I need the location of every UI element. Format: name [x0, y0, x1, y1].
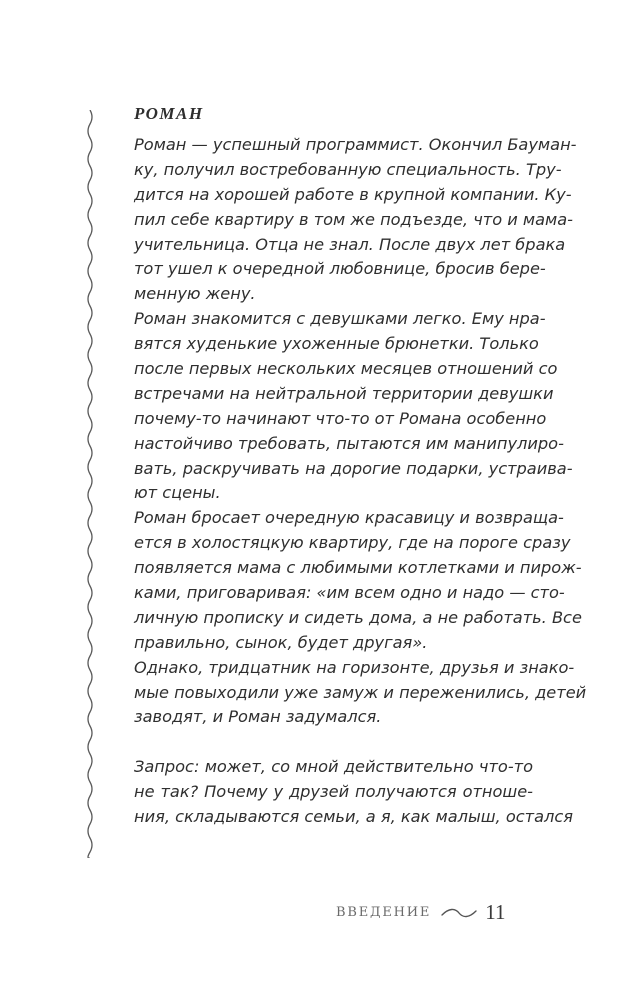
text-line: менную жену.: [134, 284, 256, 304]
text-line: заводят, и Роман задумался.: [134, 707, 382, 727]
text-line: после первых нескольких месяцев отношений со: [134, 359, 558, 379]
text-line: почему-то начинают что-то от Романа особенно: [134, 408, 547, 428]
paragraph-spacer: [134, 730, 533, 755]
text-line: ками, приговаривая: «им всем одно и надо — сто-: [134, 583, 565, 603]
text-line: появляется мама с любимыми котлетками и пирож-: [134, 558, 582, 578]
page-footer: [336, 900, 505, 925]
section-heading: РОМАН: [134, 104, 204, 123]
text-line: ется в холостяцкую квартиру, где на пороге сразу: [134, 533, 571, 553]
swash-ornament-icon: [441, 907, 477, 919]
text-line: вать, раскручивать на дорогие подарки, устраива-: [134, 458, 573, 478]
text-line: Роман бросает очередную красавицу и возвраща-: [134, 508, 564, 528]
text-line: Роман знакомится с девушками легко. Ему нра-: [134, 309, 546, 329]
text-line: тот ушел к очередной любовнице, бросив бере-: [134, 259, 546, 279]
text-line: вятся худенькие ухоженные брюнетки. Только: [134, 334, 539, 354]
decorative-wavy-border: [82, 110, 98, 858]
text-line: мые повыходили уже замуж и переженились, детей: [134, 682, 587, 702]
text-line: дится на хорошей работе в крупной компании. Ку-: [134, 184, 572, 204]
text-line: пил себе квартиру в том же подъезде, что и мама-: [134, 209, 574, 229]
text-line: личную прописку и сидеть дома, а не работать. Все: [134, 607, 582, 627]
text-line: ку, получил востребованную специальность. Тру-: [134, 159, 562, 179]
body-text: [134, 133, 587, 830]
text-line: настойчиво требовать, пытаются им манипулиро-: [134, 433, 564, 453]
page-number: 11: [485, 900, 506, 924]
text-line: ют сцены.: [134, 483, 221, 503]
text-line: правильно, сынок, будет другая».: [134, 632, 428, 652]
text-line: Однако, тридцатник на горизонте, друзья и знако-: [134, 657, 575, 677]
text-line: Запрос: может, со мной действительно что-то: [134, 757, 533, 777]
text-line: Роман — успешный программист. Окончил Бауман-: [134, 135, 577, 154]
running-section-title: ВВЕДЕНИЕ: [336, 905, 432, 920]
text-line: учительница. Отца не знал. После двух лет брака: [134, 234, 566, 254]
text-line: не так? Почему у друзей получаются отноше-: [134, 782, 533, 802]
text-line: ния, складываются семьи, а я, как малыш, остался: [134, 807, 573, 827]
text-line: встречами на нейтральной территории девушки: [134, 383, 554, 403]
